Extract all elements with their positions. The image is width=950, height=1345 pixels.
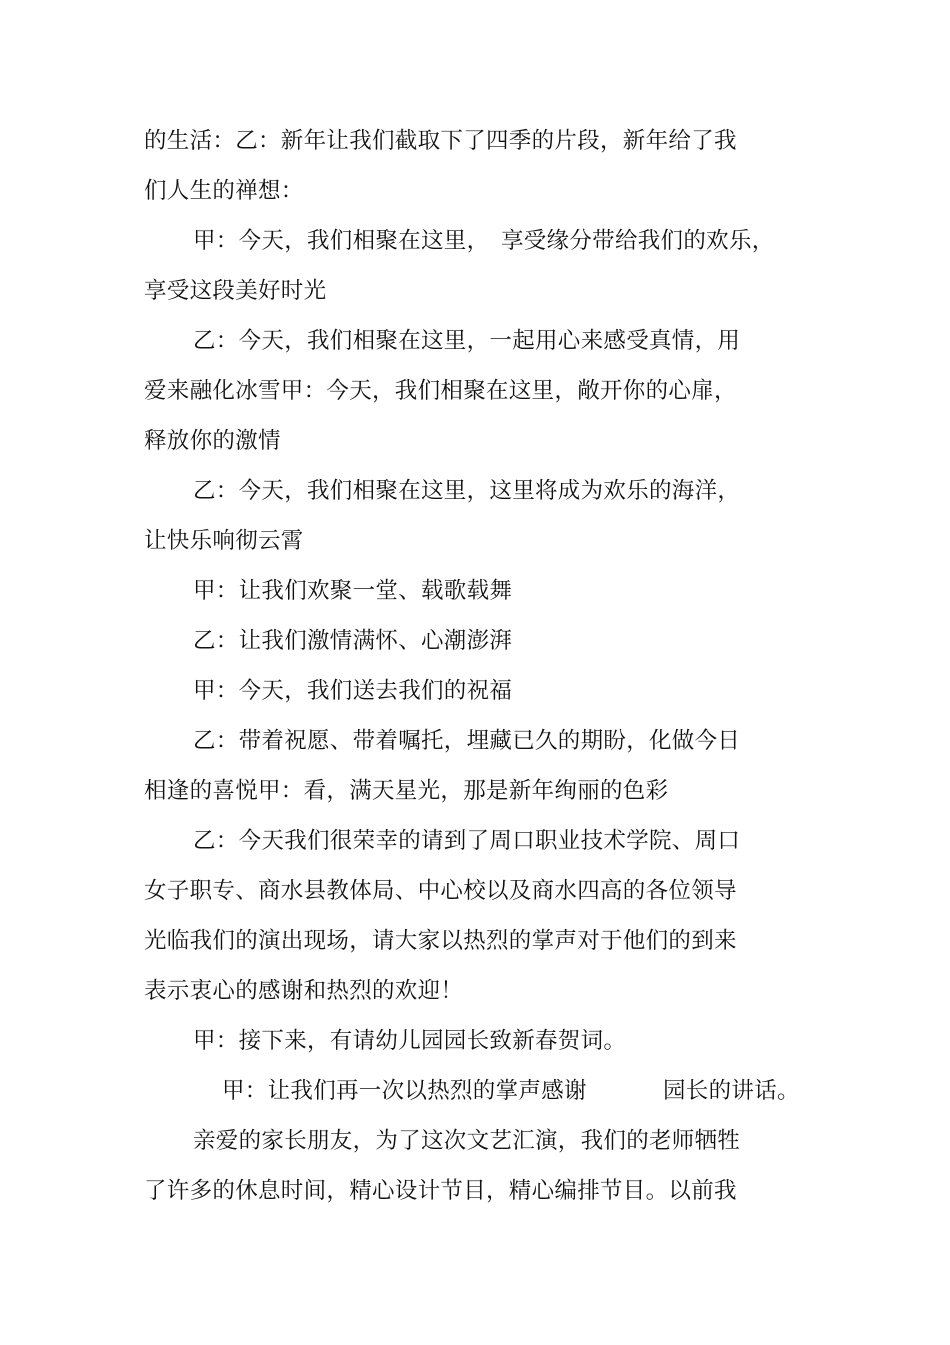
paragraph-line: 女子职专、商水县教体局、中心校以及商水四高的各位领导 [144, 878, 737, 904]
paragraph-line: 乙：今天我们很荣幸的请到了周口职业技术学院、周口 [193, 828, 741, 854]
paragraph-line: 甲：让我们再一次以热烈的掌声感谢 [222, 1078, 587, 1104]
paragraph-line: 的生活：乙：新年让我们截取下了四季的片段，新年给了我 [144, 128, 737, 154]
paragraph-line: 亲爱的家长朋友，为了这次文艺汇演，我们的老师牺牲 [193, 1128, 741, 1154]
paragraph-line: 甲：接下来，有请幼儿园园长致新春贺词。 [193, 1028, 627, 1054]
paragraph-line: 相逢的喜悦甲：看，满天星光，那是新年绚丽的色彩 [144, 778, 669, 804]
paragraph-line: 了许多的休息时间，精心设计节目，精心编排节目。以前我 [144, 1178, 737, 1204]
paragraph-line: 释放你的激情 [144, 428, 281, 454]
paragraph-line: 享受这段美好时光 [144, 278, 327, 304]
paragraph-line: 爱来融化冰雪甲：今天，我们相聚在这里，敞开你的心扉， [144, 378, 737, 404]
paragraph-line: 们人生的禅想： [144, 178, 304, 204]
paragraph-line-tail: 园长的讲话。 [663, 1078, 800, 1104]
paragraph-line: 甲：今天，我们送去我们的祝福 [193, 678, 513, 704]
paragraph-line: 表示衷心的感谢和热烈的欢迎！ [144, 978, 464, 1004]
paragraph-line: 甲：今天，我们相聚在这里， 享受缘分带给我们的欢乐， [193, 228, 775, 254]
paragraph-line: 乙：今天，我们相聚在这里，这里将成为欢乐的海洋， [193, 478, 741, 504]
paragraph-line: 乙：今天，我们相聚在这里，一起用心来感受真情，用 [193, 328, 741, 354]
paragraph-line: 乙：让我们激情满怀、心潮澎湃 [193, 628, 513, 654]
paragraph-line: 光临我们的演出现场，请大家以热烈的掌声对于他们的到来 [144, 928, 737, 954]
paragraph-line: 甲：让我们欢聚一堂、载歌载舞 [193, 578, 513, 604]
paragraph-line: 让快乐响彻云霄 [144, 528, 304, 554]
paragraph-line: 乙：带着祝愿、带着嘱托，埋藏已久的期盼，化做今日 [193, 728, 741, 754]
